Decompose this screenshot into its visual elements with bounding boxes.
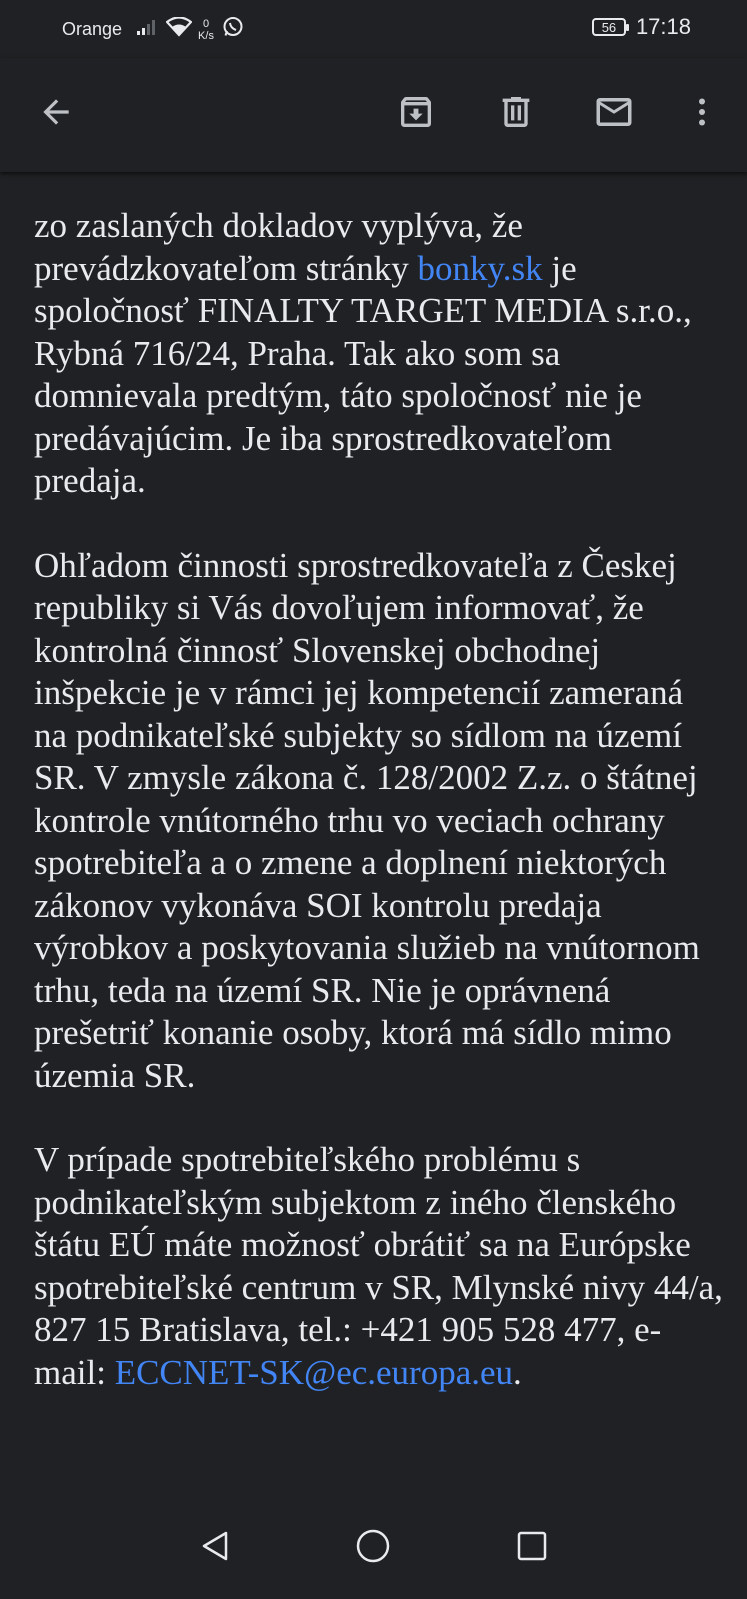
more-options-button[interactable] (676, 86, 728, 138)
back-button[interactable] (30, 86, 82, 138)
email-paragraph-3 (34, 1139, 724, 1394)
mail-icon (593, 91, 635, 133)
bonky-link[interactable]: bonky.sk (417, 248, 543, 288)
speed-value: 0 (202, 17, 210, 30)
circle-home-icon (354, 1527, 392, 1565)
delete-button[interactable] (490, 86, 542, 138)
nav-back-button[interactable] (190, 1521, 240, 1571)
email-paragraph-1 (34, 205, 724, 503)
status-right (592, 14, 691, 40)
whatsapp-icon (222, 16, 244, 43)
email-body (34, 205, 724, 1436)
paragraph-1-text-a: zo zaslaných dokladov vyplýva, že prevádzkovateľom stránky (34, 206, 523, 288)
email-address-link[interactable]: ECCNET-SK@ec.europa.eu (114, 1352, 514, 1392)
network-speed (198, 18, 214, 42)
arrow-left-icon (37, 93, 75, 131)
speed-unit: K/s (198, 29, 214, 42)
email-toolbar (0, 58, 747, 172)
signal-icon (136, 18, 158, 41)
paragraph-3-text-a: V prípade spotrebiteľského problému s podnikateľským subjektom z iného členského štátu EÚ máte možnosť obrátiť sa na Európske spotrebiteľské centrum v SR, Mlynské nivy 44/a, 827 15 Bratislava, tel.: +421 905 528 477, e-mail: (34, 1140, 723, 1392)
nav-recents-button[interactable] (507, 1521, 557, 1571)
more-vert-icon (684, 94, 720, 130)
archive-button[interactable] (390, 86, 442, 138)
trash-icon (496, 92, 536, 132)
wifi-icon (166, 17, 192, 42)
triangle-back-icon (198, 1529, 232, 1563)
square-recents-icon (515, 1529, 549, 1563)
carrier-name: Orange (62, 19, 123, 39)
paragraph-1-text-b: je spoločnosť FINALTY TARGET MEDIA s.r.o., Rybná 716/24, Praha. Tak ako som sa domnievala predtým, táto spoločnosť nie je predávajúcim. Je iba sprostredkovateľom predaja. (34, 248, 692, 500)
archive-icon (396, 92, 436, 132)
email-paragraph-2: Ohľadom činnosti sprostredkovateľa z Českej republiky si Vás dovoľujem informovať, že kontrolná činnosť Slovenskej obchodnej inšpekcie je v rámci jej kompetencií zameraná na podnikateľské subjekty so sídlom na území SR. V zmysle zákona č. 128/2002 Z.z. o štátnej kontrole vnútorného trhu vo veciach ochrany spotrebiteľa a o zmene a doplnení niektorých zákonov vykonáva SOI kontrolu predaja výrobkov a poskytovania služieb na vnútornom trhu, teda na území SR. Nie je oprávnená prešetriť konanie osoby, ktorá má sídlo mimo územia SR. (34, 545, 700, 1095)
status-bar (0, 0, 747, 58)
mark-unread-button[interactable] (588, 86, 640, 138)
system-navigation-bar (0, 1493, 747, 1599)
nav-home-button[interactable] (348, 1521, 398, 1571)
battery-indicator: 56 (592, 18, 626, 36)
paragraph-3-text-b: . (513, 1352, 522, 1392)
status-left (62, 16, 244, 43)
clock: 17:18 (635, 14, 691, 39)
